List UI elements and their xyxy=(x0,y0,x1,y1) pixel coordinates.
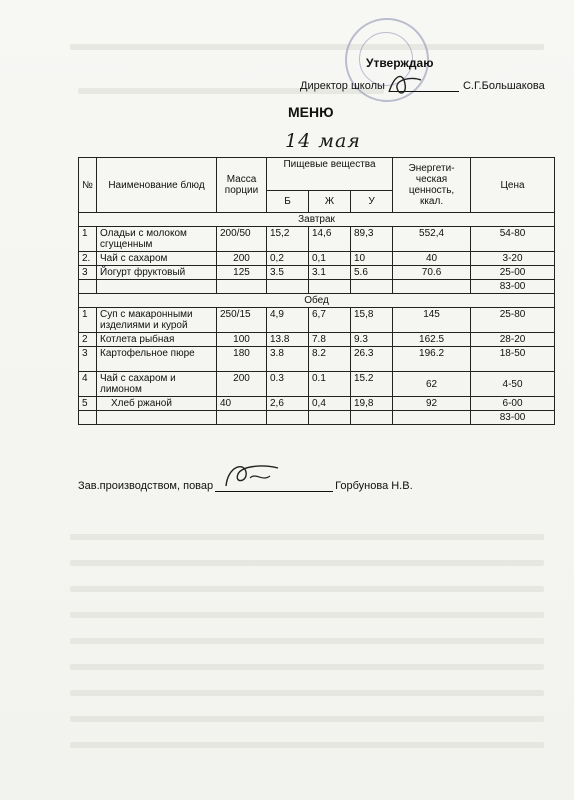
empty-cell xyxy=(393,280,471,294)
cell-mass: 125 xyxy=(217,266,267,280)
header-nutrients: Пищевые вещества xyxy=(267,158,393,191)
director-signature xyxy=(385,70,425,98)
empty-cell xyxy=(79,280,97,294)
cell-energy: 40 xyxy=(393,252,471,266)
lunch-total: 83-00 xyxy=(471,411,555,425)
bleed-through-line xyxy=(70,690,544,696)
section-title: Завтрак xyxy=(79,213,555,227)
header-mass: Масса порции xyxy=(217,158,267,213)
cell-mass: 250/15 xyxy=(217,308,267,333)
cell-b: 0,2 xyxy=(267,252,309,266)
cell-zh: 14,6 xyxy=(309,227,351,252)
empty-cell xyxy=(267,411,309,425)
bleed-through-line xyxy=(70,534,544,540)
bleed-through-line xyxy=(70,742,544,748)
approve-label: Утверждаю xyxy=(366,56,434,70)
bleed-through-line xyxy=(70,560,544,566)
cell-num: 3 xyxy=(79,347,97,372)
cell-num: 1 xyxy=(79,308,97,333)
table-row xyxy=(79,252,555,266)
cell-u: 15.2 xyxy=(351,372,393,397)
table-row xyxy=(79,397,555,411)
cell-zh: 8.2 xyxy=(309,347,351,372)
empty-cell xyxy=(309,280,351,294)
table-row xyxy=(79,347,555,372)
page-title: МЕНЮ xyxy=(288,104,334,120)
cell-b: 0.3 xyxy=(267,372,309,397)
total-row-lunch xyxy=(79,411,555,425)
cell-price: 25-80 xyxy=(471,308,555,333)
cell-u: 15,8 xyxy=(351,308,393,333)
cell-u: 10 xyxy=(351,252,393,266)
cell-num: 2 xyxy=(79,333,97,347)
cell-num: 2. xyxy=(79,252,97,266)
table-row xyxy=(79,266,555,280)
director-name: С.Г.Большакова xyxy=(462,80,545,92)
cell-u: 5.6 xyxy=(351,266,393,280)
cell-mass: 180 xyxy=(217,347,267,372)
cell-num: 1 xyxy=(79,227,97,252)
header-zh: Ж xyxy=(309,191,351,213)
cell-zh: 3.1 xyxy=(309,266,351,280)
cell-u: 9.3 xyxy=(351,333,393,347)
cell-price: 28-20 xyxy=(471,333,555,347)
cell-price: 25-00 xyxy=(471,266,555,280)
cell-price: 54-80 xyxy=(471,227,555,252)
cell-u: 19,8 xyxy=(351,397,393,411)
cell-num: 3 xyxy=(79,266,97,280)
cell-u: 26.3 xyxy=(351,347,393,372)
footer-label: Зав.производством, повар xyxy=(78,480,214,492)
header-name: Наименование блюд xyxy=(97,158,217,213)
cell-b: 15,2 xyxy=(267,227,309,252)
empty-cell xyxy=(393,411,471,425)
empty-cell xyxy=(97,411,217,425)
cell-price: 6-00 xyxy=(471,397,555,411)
handwritten-date: 14 мая xyxy=(285,130,361,152)
cell-mass: 200/50 xyxy=(217,227,267,252)
table-row xyxy=(79,227,555,252)
cell-energy: 145 xyxy=(393,308,471,333)
header-energy: Энергети-ческая ценность, ккал. xyxy=(393,158,471,213)
cell-name: Хлеб ржаной xyxy=(97,397,217,411)
cell-name: Суп с макаронными изделиями и курой xyxy=(97,308,217,333)
cell-energy: 92 xyxy=(393,397,471,411)
footer-name: Горбунова Н.В. xyxy=(335,480,413,492)
cell-energy: 162.5 xyxy=(393,333,471,347)
cell-num: 5 xyxy=(79,397,97,411)
cell-name: Котлета рыбная xyxy=(97,333,217,347)
cell-b: 4,9 xyxy=(267,308,309,333)
cell-name: Чай с сахаром xyxy=(97,252,217,266)
cell-zh: 6,7 xyxy=(309,308,351,333)
empty-cell xyxy=(351,280,393,294)
empty-cell xyxy=(267,280,309,294)
cell-num: 4 xyxy=(79,372,97,397)
cell-b: 3.8 xyxy=(267,347,309,372)
table-row xyxy=(79,308,555,333)
cell-zh: 0,4 xyxy=(309,397,351,411)
cell-energy: 196.2 xyxy=(393,347,471,372)
cell-zh: 0,1 xyxy=(309,252,351,266)
bleed-through-line xyxy=(70,612,544,618)
cell-zh: 0.1 xyxy=(309,372,351,397)
cell-price: 3-20 xyxy=(471,252,555,266)
footer-signature-line xyxy=(78,480,413,492)
empty-cell xyxy=(217,280,267,294)
empty-cell xyxy=(351,411,393,425)
cell-zh: 7.8 xyxy=(309,333,351,347)
cell-price: 4-50 xyxy=(471,372,555,397)
section-row-breakfast xyxy=(79,213,555,227)
empty-cell xyxy=(309,411,351,425)
empty-cell xyxy=(97,280,217,294)
empty-cell xyxy=(79,411,97,425)
cell-name: Чай с сахаром и лимоном xyxy=(97,372,217,397)
section-row-lunch xyxy=(79,294,555,308)
bleed-through-line xyxy=(70,44,544,50)
bleed-through-line xyxy=(70,638,544,644)
cell-mass: 100 xyxy=(217,333,267,347)
cell-name: Картофельное пюре xyxy=(97,347,217,372)
cell-name: Йогурт фруктовый xyxy=(97,266,217,280)
breakfast-total: 83-00 xyxy=(471,280,555,294)
table-row xyxy=(79,333,555,347)
cell-energy: 70.6 xyxy=(393,266,471,280)
cell-b: 13.8 xyxy=(267,333,309,347)
menu-table xyxy=(78,157,555,425)
table-header-row xyxy=(79,158,555,191)
cell-mass: 200 xyxy=(217,252,267,266)
header-u: У xyxy=(351,191,393,213)
cell-u: 89,3 xyxy=(351,227,393,252)
bleed-through-line xyxy=(70,716,544,722)
header-num: № xyxy=(79,158,97,213)
header-b: Б xyxy=(267,191,309,213)
signature-line xyxy=(215,491,333,492)
header-price: Цена xyxy=(471,158,555,213)
bleed-through-line xyxy=(70,664,544,670)
empty-cell xyxy=(217,411,267,425)
cell-price: 18-50 xyxy=(471,347,555,372)
cell-mass: 40 xyxy=(217,397,267,411)
total-row-breakfast xyxy=(79,280,555,294)
cell-b: 2,6 xyxy=(267,397,309,411)
bleed-through-line xyxy=(70,586,544,592)
cell-name: Оладьи с молоком сгущенным xyxy=(97,227,217,252)
section-title: Обед xyxy=(79,294,555,308)
director-label: Директор школы xyxy=(300,80,385,92)
cell-energy: 552,4 xyxy=(393,227,471,252)
table-row xyxy=(79,372,555,397)
cell-energy: 62 xyxy=(393,372,471,397)
cell-b: 3.5 xyxy=(267,266,309,280)
cell-mass: 200 xyxy=(217,372,267,397)
